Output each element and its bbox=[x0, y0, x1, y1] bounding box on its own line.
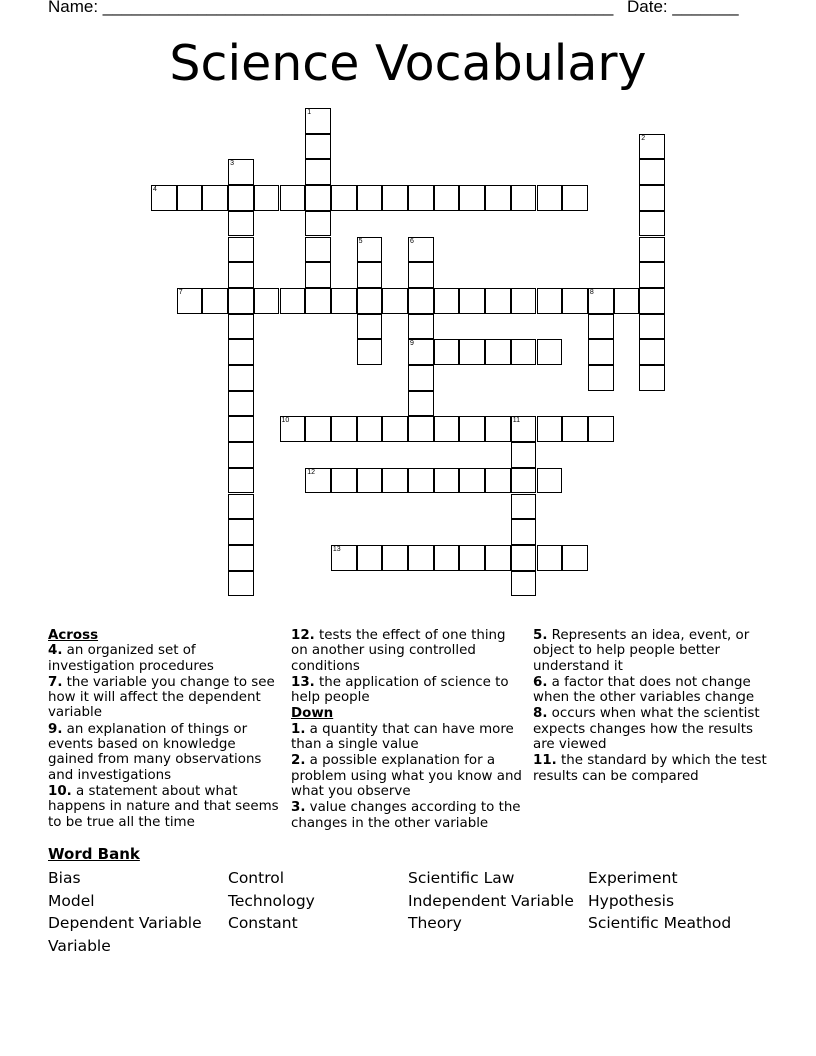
crossword-cell[interactable] bbox=[511, 416, 537, 442]
crossword-cell[interactable] bbox=[588, 314, 614, 340]
crossword-cell[interactable] bbox=[305, 211, 331, 237]
crossword-cell[interactable] bbox=[485, 185, 511, 211]
clue-number: 13. bbox=[291, 674, 315, 690]
crossword-cell[interactable] bbox=[305, 159, 331, 185]
clue-text: an explanation of things or events based on knowledge gained from many observations and investigations bbox=[48, 721, 262, 783]
clue-down-3 bbox=[291, 800, 526, 831]
crossword-cell[interactable] bbox=[588, 416, 614, 442]
crossword-cell[interactable] bbox=[202, 288, 228, 314]
crossword-cell[interactable] bbox=[408, 391, 434, 417]
crossword-cell[interactable] bbox=[434, 288, 460, 314]
clue-text: the standard by which the test results can be compared bbox=[533, 753, 767, 784]
clues-column-2 bbox=[291, 628, 526, 832]
crossword-cell[interactable] bbox=[639, 159, 665, 185]
crossword-cell[interactable] bbox=[382, 185, 408, 211]
crossword-cell[interactable] bbox=[305, 288, 331, 314]
clue-number-label: 11 bbox=[512, 417, 521, 425]
crossword-cell[interactable] bbox=[331, 468, 357, 494]
crossword-cell[interactable] bbox=[305, 134, 331, 160]
crossword-cell[interactable] bbox=[408, 545, 434, 571]
crossword-cell[interactable] bbox=[485, 545, 511, 571]
clue-number-label: 10 bbox=[281, 417, 290, 425]
clue-down-6 bbox=[533, 675, 773, 706]
crossword-cell[interactable] bbox=[305, 237, 331, 263]
word-bank-heading: Word Bank bbox=[48, 845, 140, 863]
clue-number: 7. bbox=[48, 674, 63, 690]
crossword-cell[interactable] bbox=[177, 288, 203, 314]
word-bank-word: Dependent Variable bbox=[48, 914, 202, 932]
clue-text: a factor that does not change when the other variables change bbox=[533, 674, 755, 706]
clue-number: 1. bbox=[291, 721, 306, 737]
crossword-cell[interactable] bbox=[331, 545, 357, 571]
crossword-cell[interactable] bbox=[357, 416, 383, 442]
word-bank-word: Experiment bbox=[588, 869, 678, 887]
crossword-cell[interactable] bbox=[357, 262, 383, 288]
word-bank-word: Independent Variable bbox=[408, 892, 574, 910]
crossword-cell[interactable] bbox=[408, 314, 434, 340]
crossword-cell[interactable] bbox=[537, 288, 563, 314]
clue-across-9 bbox=[48, 722, 283, 783]
clue-text: tests the effect of one thing on another using controlled conditions bbox=[291, 628, 506, 674]
clues-column-1 bbox=[48, 628, 283, 831]
crossword-cell[interactable] bbox=[357, 288, 383, 314]
word-bank-word: Technology bbox=[228, 892, 315, 910]
clue-text: a possible explanation for a problem using what you know and what you observe bbox=[291, 753, 522, 799]
crossword-cell[interactable] bbox=[459, 288, 485, 314]
clue-number: 6. bbox=[533, 674, 548, 690]
clue-text: the variable you change to see how it will affect the dependent variable bbox=[48, 674, 275, 721]
crossword-cell[interactable] bbox=[305, 468, 331, 494]
crossword-cell[interactable] bbox=[202, 185, 228, 211]
crossword-cell[interactable] bbox=[537, 339, 563, 365]
crossword-cell[interactable] bbox=[254, 288, 280, 314]
crossword-cell[interactable] bbox=[228, 159, 254, 185]
crossword-cell[interactable] bbox=[639, 288, 665, 314]
crossword-cell[interactable] bbox=[228, 288, 254, 314]
crossword-cell[interactable] bbox=[459, 339, 485, 365]
clue-across-12 bbox=[291, 628, 526, 674]
clue-across-4 bbox=[48, 643, 283, 674]
crossword-cell[interactable] bbox=[434, 185, 460, 211]
crossword-cell[interactable] bbox=[177, 185, 203, 211]
crossword-cell[interactable] bbox=[151, 185, 177, 211]
crossword-cell[interactable] bbox=[639, 211, 665, 237]
clue-number-label: 8 bbox=[589, 288, 594, 296]
crossword-cell[interactable] bbox=[588, 365, 614, 391]
clue-down-1 bbox=[291, 722, 526, 753]
clue-number-label: 1 bbox=[307, 109, 312, 116]
clue-number: 4. bbox=[48, 643, 63, 659]
word-bank-word: Hypothesis bbox=[588, 892, 675, 910]
crossword-cell[interactable] bbox=[357, 314, 383, 340]
crossword-cell[interactable] bbox=[357, 545, 383, 571]
crossword-cell[interactable] bbox=[408, 468, 434, 494]
clue-number: 11. bbox=[533, 753, 557, 769]
clue-down-11 bbox=[533, 753, 773, 784]
crossword-cell[interactable] bbox=[408, 288, 434, 314]
crossword-cell[interactable] bbox=[562, 288, 588, 314]
word-bank-word: Variable bbox=[48, 937, 111, 955]
clue-text: a statement about what happens in nature and that seems to be true all the time bbox=[48, 783, 279, 830]
crossword-cell[interactable] bbox=[305, 416, 331, 442]
crossword-cell[interactable] bbox=[228, 416, 254, 442]
crossword-cell[interactable] bbox=[511, 519, 537, 545]
crossword-cell[interactable] bbox=[357, 339, 383, 365]
crossword-cell[interactable] bbox=[228, 545, 254, 571]
crossword-cell[interactable] bbox=[639, 237, 665, 263]
clue-across-10 bbox=[48, 784, 283, 830]
crossword-cell[interactable] bbox=[228, 339, 254, 365]
name-field-label[interactable]: Name: ______________________________________________________ bbox=[48, 0, 614, 16]
crossword-cell[interactable] bbox=[588, 288, 614, 314]
date-field-label[interactable]: Date: _______ bbox=[627, 0, 739, 16]
clue-down-5 bbox=[533, 628, 773, 674]
crossword-cell[interactable] bbox=[228, 262, 254, 288]
crossword-cell[interactable] bbox=[305, 185, 331, 211]
crossword-cell[interactable] bbox=[485, 416, 511, 442]
word-bank-word: Bias bbox=[48, 869, 81, 887]
crossword-cell[interactable] bbox=[639, 339, 665, 365]
crossword-cell[interactable] bbox=[408, 237, 434, 263]
word-bank-word: Theory bbox=[408, 914, 462, 932]
crossword-cell[interactable] bbox=[357, 468, 383, 494]
crossword-cell[interactable] bbox=[228, 468, 254, 494]
clue-number-label: 13 bbox=[332, 545, 341, 553]
clue-text: Represents an idea, event, or object to help people better understand it bbox=[533, 628, 750, 674]
clue-down-2 bbox=[291, 753, 526, 799]
crossword-cell[interactable] bbox=[331, 288, 357, 314]
crossword-cell[interactable] bbox=[228, 494, 254, 520]
crossword-cell[interactable] bbox=[228, 571, 254, 597]
crossword-cell[interactable] bbox=[408, 339, 434, 365]
crossword-cell[interactable] bbox=[511, 442, 537, 468]
crossword-cell[interactable] bbox=[434, 545, 460, 571]
clue-number-label: 4 bbox=[153, 186, 157, 194]
crossword-cell[interactable] bbox=[562, 545, 588, 571]
crossword-cell[interactable] bbox=[305, 108, 331, 134]
crossword-cell[interactable] bbox=[562, 416, 588, 442]
clue-number-label: 3 bbox=[230, 160, 234, 168]
crossword-cell[interactable] bbox=[382, 468, 408, 494]
across-heading: Across bbox=[48, 628, 99, 643]
crossword-cell[interactable] bbox=[614, 288, 640, 314]
clue-down-8 bbox=[533, 706, 773, 752]
clue-number: 3. bbox=[291, 800, 306, 816]
crossword-cell[interactable] bbox=[228, 185, 254, 211]
clue-number: 10. bbox=[48, 783, 72, 799]
clue-text: occurs when what the scientist expects changes how the results are viewed bbox=[533, 706, 760, 753]
crossword-cell[interactable] bbox=[228, 365, 254, 391]
crossword-cell[interactable] bbox=[511, 494, 537, 520]
crossword-cell[interactable] bbox=[511, 288, 537, 314]
crossword-cell[interactable] bbox=[537, 185, 563, 211]
crossword-cell[interactable] bbox=[254, 185, 280, 211]
crossword-cell[interactable] bbox=[537, 468, 563, 494]
down-heading: Down bbox=[291, 706, 334, 722]
crossword-cell[interactable] bbox=[357, 185, 383, 211]
page-title: Science Vocabulary bbox=[169, 35, 647, 92]
crossword-cell[interactable] bbox=[280, 416, 306, 442]
clue-across-7 bbox=[48, 675, 283, 721]
crossword-cell[interactable] bbox=[639, 314, 665, 340]
clue-text: a quantity that can have more than a single value bbox=[291, 721, 514, 753]
crossword-cell[interactable] bbox=[434, 468, 460, 494]
clue-across-13 bbox=[291, 675, 526, 706]
crossword-cell[interactable] bbox=[459, 468, 485, 494]
crossword-cell[interactable] bbox=[537, 416, 563, 442]
word-bank-word: Control bbox=[228, 869, 285, 887]
crossword-cell[interactable] bbox=[511, 545, 537, 571]
crossword-cell[interactable] bbox=[639, 185, 665, 211]
crossword-cell[interactable] bbox=[639, 365, 665, 391]
crossword-cell[interactable] bbox=[228, 211, 254, 237]
crossword-cell[interactable] bbox=[459, 416, 485, 442]
crossword-cell[interactable] bbox=[408, 416, 434, 442]
crossword-cell[interactable] bbox=[357, 237, 383, 263]
crossword-cell[interactable] bbox=[434, 339, 460, 365]
clue-number: 5. bbox=[533, 628, 548, 643]
word-bank-word: Model bbox=[48, 892, 95, 910]
clue-number-label: 6 bbox=[410, 237, 414, 245]
clue-number: 12. bbox=[291, 628, 315, 643]
crossword-cell[interactable] bbox=[434, 416, 460, 442]
clue-number-label: 2 bbox=[641, 134, 646, 142]
crossword-cell[interactable] bbox=[382, 288, 408, 314]
clue-number-label: 9 bbox=[410, 340, 414, 348]
word-bank-word: Scientific Law bbox=[408, 869, 515, 887]
crossword-cell[interactable] bbox=[408, 365, 434, 391]
crossword-cell[interactable] bbox=[485, 468, 511, 494]
clue-number: 2. bbox=[291, 753, 306, 769]
crossword-cell[interactable] bbox=[228, 314, 254, 340]
clue-number: 8. bbox=[533, 706, 548, 722]
crossword-cell[interactable] bbox=[459, 545, 485, 571]
crossword-cell[interactable] bbox=[382, 416, 408, 442]
crossword-cell[interactable] bbox=[408, 185, 434, 211]
clue-number-label: 7 bbox=[178, 288, 183, 296]
crossword-cell[interactable] bbox=[228, 391, 254, 417]
crossword-cell[interactable] bbox=[511, 339, 537, 365]
clue-text: the application of science to help people bbox=[291, 674, 509, 706]
clue-number-label: 5 bbox=[358, 237, 363, 245]
crossword-cell[interactable] bbox=[511, 468, 537, 494]
crossword-cell[interactable] bbox=[331, 416, 357, 442]
crossword-cell[interactable] bbox=[639, 134, 665, 160]
crossword-cell[interactable] bbox=[537, 545, 563, 571]
crossword-cell[interactable] bbox=[408, 262, 434, 288]
crossword-cell[interactable] bbox=[228, 442, 254, 468]
word-bank-word: Constant bbox=[228, 914, 298, 932]
crossword-cell[interactable] bbox=[305, 262, 331, 288]
crossword-cell[interactable] bbox=[562, 185, 588, 211]
crossword-cell[interactable] bbox=[228, 237, 254, 263]
crossword-cell[interactable] bbox=[511, 571, 537, 597]
clue-text: an organized set of investigation procedures bbox=[48, 643, 214, 674]
crossword-cell[interactable] bbox=[280, 185, 306, 211]
crossword-cell[interactable] bbox=[639, 262, 665, 288]
crossword-cell[interactable] bbox=[485, 339, 511, 365]
crossword-cell[interactable] bbox=[382, 545, 408, 571]
clue-number-label: 12 bbox=[307, 468, 315, 476]
crossword-cell[interactable] bbox=[280, 288, 306, 314]
clue-number: 9. bbox=[48, 721, 63, 737]
word-bank-word: Scientific Meathod bbox=[588, 914, 732, 932]
crossword-cell[interactable] bbox=[331, 185, 357, 211]
crossword-cell[interactable] bbox=[588, 339, 614, 365]
crossword-cell[interactable] bbox=[228, 519, 254, 545]
crossword-cell[interactable] bbox=[485, 288, 511, 314]
clues-column-3 bbox=[533, 628, 773, 785]
crossword-cell[interactable] bbox=[459, 185, 485, 211]
clue-text: value changes according to the changes in the other variable bbox=[291, 800, 521, 831]
crossword-cell[interactable] bbox=[511, 185, 537, 211]
